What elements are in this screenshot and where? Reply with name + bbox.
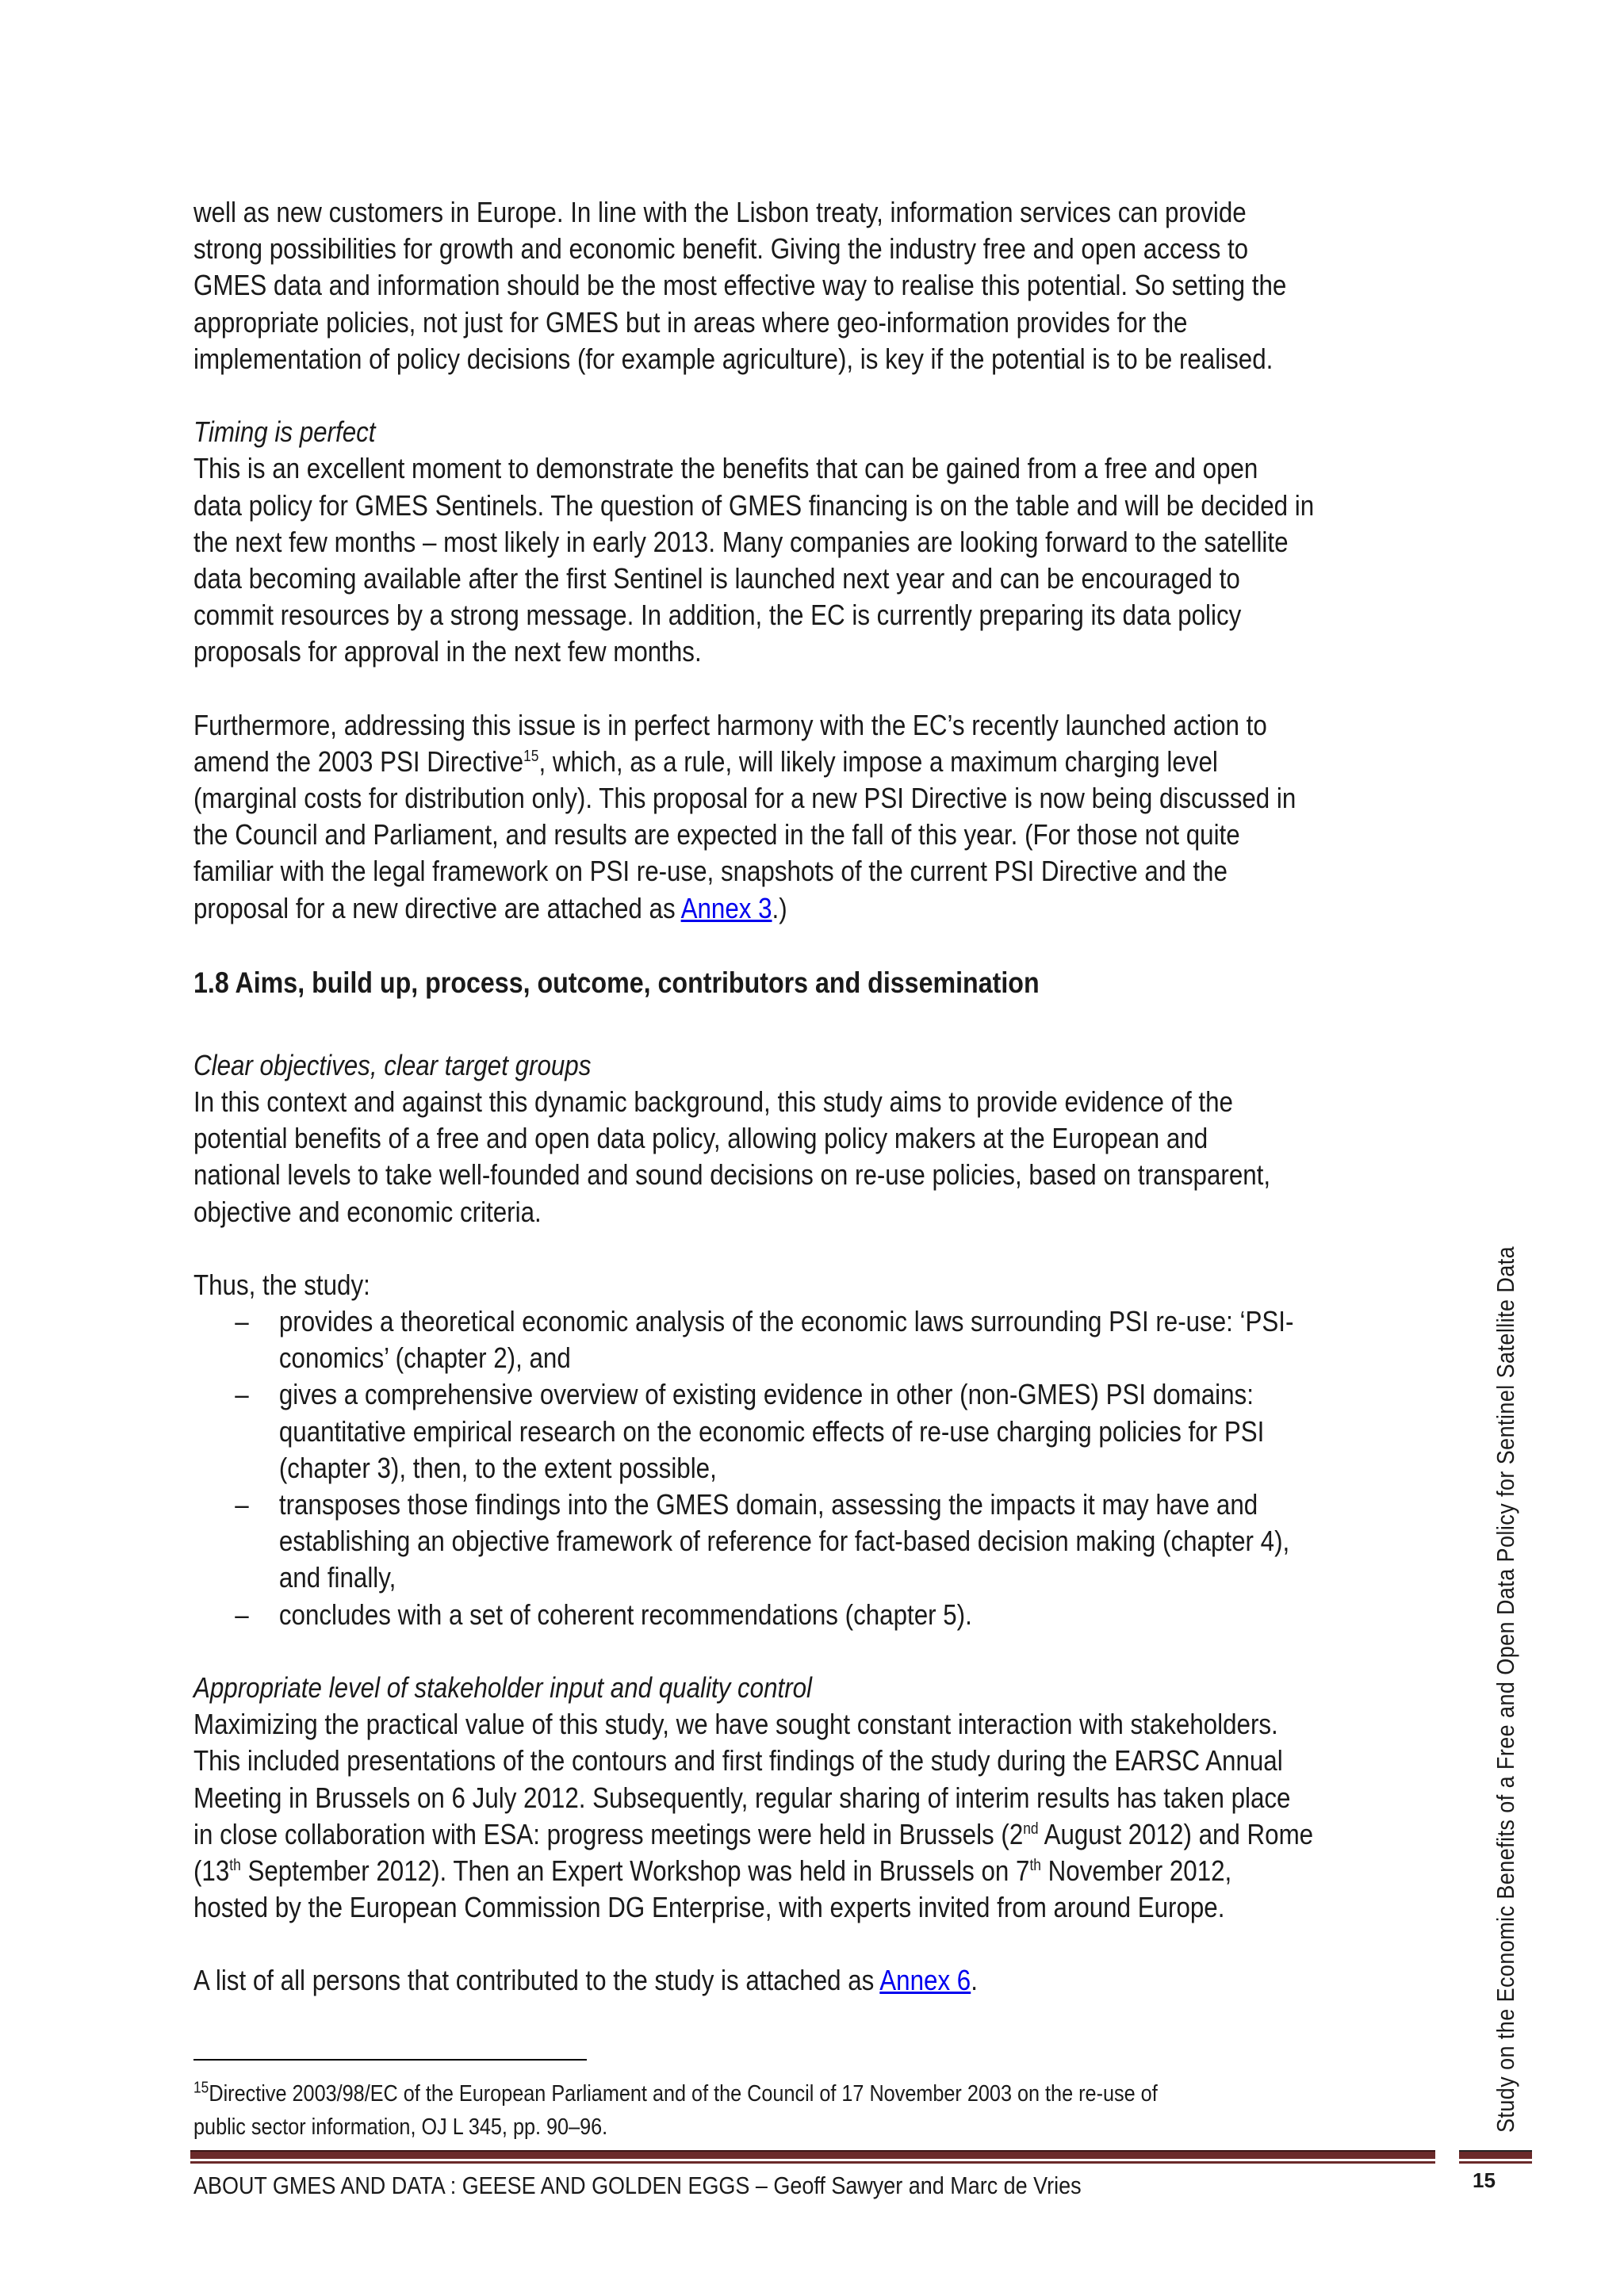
text-line: This included presentations of the contours and first findings of the study during the EARSC Annual [193,1744,1283,1777]
text: amend the 2003 PSI Directive [193,744,524,778]
dash-bullet: – [235,1488,249,1521]
text-line: Furthermore, addressing this issue is in perfect harmony with the EC’s recently launched action to [193,708,1267,741]
footnote [193,2077,1158,2144]
list-item-cont: quantitative empirical research on the economic effects of re-use charging policies for PSI [278,1414,1265,1448]
subheading-stakeholder: Appropriate level of stakeholder input and quality control [193,1670,813,1704]
text-line: well as new customers in Europe. In line with the Lisbon treaty, information services can provide [193,196,1247,228]
text-line: national levels to take well-founded and sound decisions on re-use policies, based on transparent, [193,1158,1271,1192]
list-item-cont: and finally, [278,1561,396,1594]
footnote-line [193,2077,1158,2110]
text-line [193,890,1270,927]
text-line: data policy for GMES Sentinels. The question of GMES financing is on the table and will be decided in [193,488,1315,522]
footer-text: ABOUT GMES AND DATA : GEESE AND GOLDEN EGGS – Geoff Sawyer and Marc de Vries [193,2172,1082,2199]
list-item [193,1376,1270,1413]
text-line: Meeting in Brussels on 6 July 2012. Subsequently, regular sharing of interim results has taken place [193,1781,1291,1814]
text: gives a comprehensive overview of existing evidence in other (non-GMES) PSI domains: [278,1378,1254,1411]
document-body [193,194,1431,1999]
page-number-bar-thin [1459,2161,1532,2164]
footnote-ref[interactable]: 15 [523,747,539,765]
footnote-line: public sector information, OJ L 345, pp. 90–96. [193,2114,608,2140]
text: .) [772,891,787,924]
text: A list of all persons that contributed to the study is attached as [193,1964,880,1997]
ordinal: th [1029,1856,1041,1874]
text-line: objective and economic criteria. [193,1195,542,1228]
text-line: commit resources by a strong message. In addition, the EC is currently preparing its data policy [193,599,1242,632]
side-title [1492,1114,1520,2133]
annex-3-link[interactable]: Annex 3 [680,891,772,924]
list-item-cont: conomics’ (chapter 2), and [278,1341,571,1375]
text-line [193,744,1270,780]
text-line: Maximizing the practical value of this study, we have sought constant interaction with stakeholders. [193,1708,1278,1741]
text-line: the Council and Parliament, and results are expected in the fall of this year. (For those not quite [193,818,1240,851]
text-line: implementation of policy decisions (for example agriculture), is key if the potential is to be realised. [193,342,1274,375]
text-line [193,1816,1314,1853]
dash-bullet: – [235,1598,249,1631]
text: November 2012, [1040,1854,1232,1887]
text: provides a theoretical economic analysis of the economic laws surrounding PSI re-use: ‘PSI- [278,1305,1294,1338]
page-number-bar [1459,2150,1532,2159]
dash-bullet: – [235,1378,249,1411]
text: August 2012) and Rome [1038,1817,1314,1850]
list-item [193,1487,1270,1523]
text-line: GMES data and information should be the most effective way to realise this potential. So setting the [193,269,1287,302]
text: proposal for a new directive are attached as [193,891,681,924]
text-line: In this context and against this dynamic background, this study aims to provide evidence of the [193,1085,1233,1118]
ordinal: nd [1023,1820,1039,1838]
text: (13 [193,1854,230,1887]
text-line: Thus, the study: [193,1268,370,1301]
ordinal: th [229,1856,241,1874]
list-item [193,1303,1294,1340]
footer-bar [190,2150,1435,2159]
text-line [193,1853,1270,1889]
text-line: strong possibilities for growth and economic benefit. Giving the industry free and open access to [193,232,1249,266]
list-item-cont: (chapter 3), then, to the extent possible, [278,1451,717,1484]
text: concludes with a set of coherent recommendations (chapter 5). [278,1598,972,1631]
footnote-separator [193,2059,587,2061]
text-line: the next few months – most likely in early 2013. Many companies are looking forward to the satellite [193,525,1289,558]
dash-bullet: – [235,1305,249,1338]
section-heading: 1.8 Aims, build up, process, outcome, contributors and dissemination [193,966,1040,999]
list-item [193,1597,1270,1633]
text: , which, as a rule, will likely impose a maximum charging level [538,744,1218,778]
footer-bar-thin [190,2161,1435,2164]
text-line: (marginal costs for distribution only). This proposal for a new PSI Directive is now being discussed in [193,782,1297,814]
subheading-timing: Timing is perfect [193,415,376,449]
footnote-number: 15 [193,2079,209,2097]
text: . [971,1964,978,1997]
annex-6-link[interactable]: Annex 6 [879,1964,971,1997]
subheading-objectives: Clear objectives, clear target groups [193,1048,592,1081]
text-line [193,1962,1270,1999]
side-title-text: Study on the Economic Benefits of a Free and Open Data Policy for Sentinel Satellite Data [1492,1246,1519,2133]
page-number: 15 [1473,2168,1496,2192]
list-item-cont: establishing an objective framework of reference for fact-based decision making (chapter 4), [278,1525,1290,1558]
text-line: proposals for approval in the next few months. [193,635,702,668]
text-line: hosted by the European Commission DG Enterprise, with experts invited from around Europe. [193,1891,1225,1924]
text-line: This is an excellent moment to demonstrate the benefits that can be gained from a free and open [193,452,1258,485]
text: September 2012). Then an Expert Workshop was held in Brussels on 7 [240,1854,1030,1887]
text-line: familiar with the legal framework on PSI re-use, snapshots of the current PSI Directive and the [193,855,1228,888]
text-line: appropriate policies, not just for GMES but in areas where geo-information provides for the [193,305,1188,339]
text-line: data becoming available after the first Sentinel is launched next year and can be encouraged to [193,561,1240,595]
text: in close collaboration with ESA: progress meetings were held in Brussels (2 [193,1817,1024,1850]
text: transposes those findings into the GMES domain, assessing the impacts it may have and [278,1488,1258,1521]
text: Directive 2003/98/EC of the European Parliament and of the Council of 17 November 2003 on the re-use of [209,2081,1158,2107]
text-line: potential benefits of a free and open data policy, allowing policy makers at the European and [193,1122,1208,1155]
